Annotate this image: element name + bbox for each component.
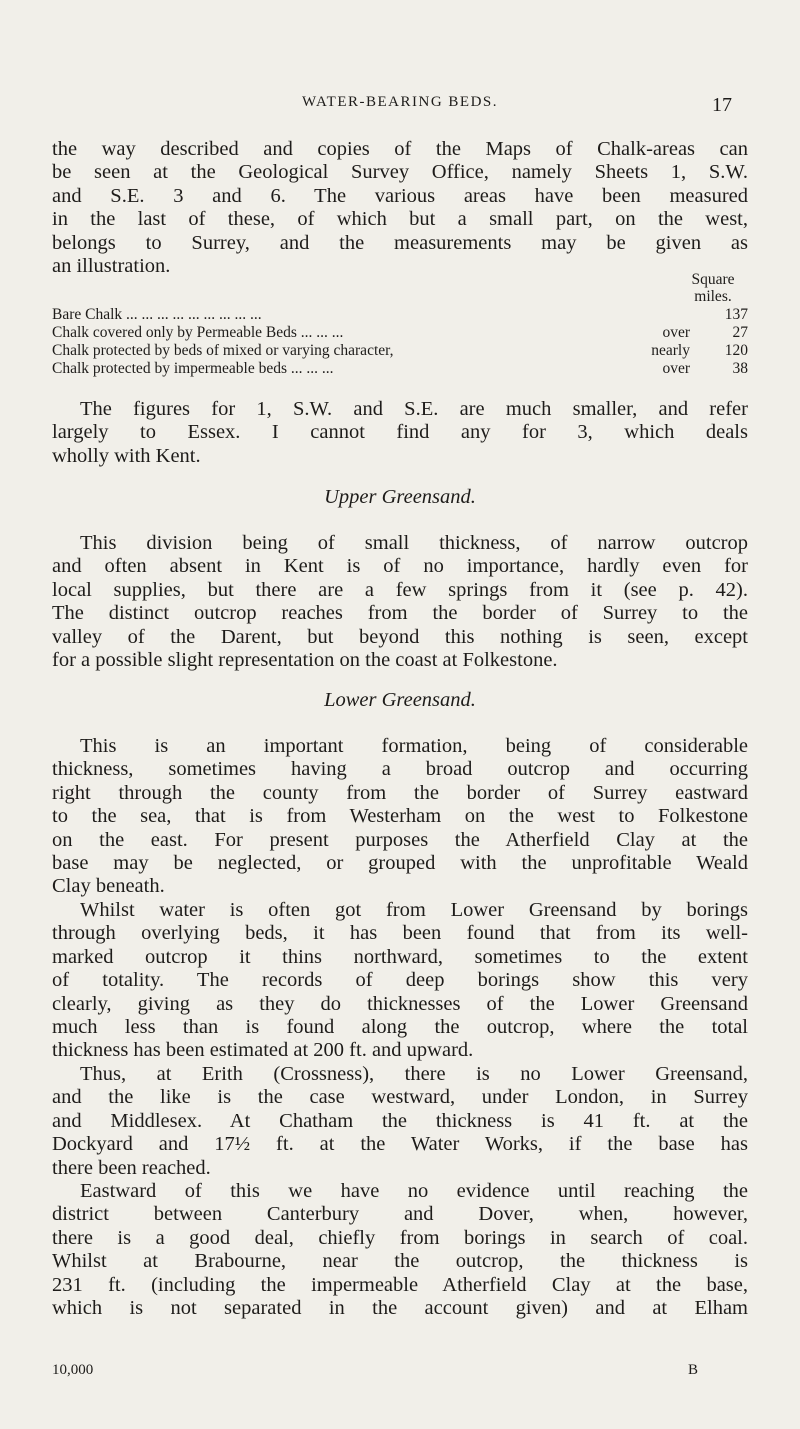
text-line: an illustration. bbox=[52, 255, 171, 278]
signature-mark: B bbox=[687, 1362, 698, 1378]
text-line: valley of the Darent, but beyond this nothing is seen, except bbox=[52, 625, 748, 648]
page-number: 17 bbox=[712, 94, 732, 116]
paragraph-erith-chatham bbox=[52, 1063, 748, 1180]
text-line: there is a good deal, chiefly from borings in search of coal. bbox=[52, 1226, 748, 1249]
text-line: base may be neglected, or grouped with the unprofitable Weald bbox=[52, 852, 748, 875]
text-line: The distinct outcrop reaches from the border of Surrey to the bbox=[52, 602, 748, 625]
text-line: Whilst at Brabourne, near the outcrop, the thickness is bbox=[52, 1250, 748, 1273]
text-line: through overlying beds, it has been found that from its well- bbox=[52, 922, 748, 945]
row-label: Chalk protected by beds of mixed or varying character, bbox=[52, 342, 394, 359]
table-header-line: Square bbox=[691, 271, 735, 288]
paragraph-chalk-maps bbox=[52, 138, 748, 278]
text-line: marked outcrop it thins northward, sometimes to the extent bbox=[52, 945, 748, 968]
row-qualifier: over bbox=[662, 324, 690, 341]
text-line: to the sea, that is from Westerham on the west to Folkestone bbox=[52, 805, 748, 828]
row-qualifier: nearly bbox=[651, 342, 690, 359]
table-header-unit bbox=[678, 271, 748, 305]
text-line: local supplies, but there are a few springs from it (see p. 42). bbox=[52, 578, 748, 601]
chalk-area-table bbox=[52, 271, 748, 381]
row-value: 137 bbox=[724, 306, 748, 323]
row-label: Bare Chalk ... ... ... ... ... ... ... ... ... bbox=[52, 306, 262, 323]
row-value: 27 bbox=[732, 324, 748, 341]
heading-lower-greensand: Lower Greensand. bbox=[324, 689, 476, 711]
text-line: Clay beneath. bbox=[52, 875, 165, 898]
text-line: and S.E. 3 and 6. The various areas have been measured bbox=[52, 184, 748, 207]
text-line: Dockyard and 17½ ft. at the Water Works, if the base has bbox=[52, 1133, 748, 1156]
text-line: thickness has been estimated at 200 ft. and upward. bbox=[52, 1039, 474, 1062]
heading-upper-greensand: Upper Greensand. bbox=[324, 486, 476, 508]
text-line: in the last of these, of which but a small part, on the west, bbox=[52, 208, 748, 231]
text-line: This division being of small thickness, of narrow outcrop bbox=[80, 532, 748, 554]
text-line: Whilst water is often got from Lower Greensand by borings bbox=[80, 899, 748, 921]
paragraph-borings bbox=[52, 899, 748, 1063]
table-row bbox=[52, 324, 748, 342]
table-row bbox=[52, 342, 748, 360]
text-line: Eastward of this we have no evidence until reaching the bbox=[80, 1180, 748, 1202]
paragraph-figures bbox=[52, 398, 748, 468]
table-row bbox=[52, 306, 748, 324]
text-line: 231 ft. (including the impermeable Atherfield Clay at the base, bbox=[52, 1273, 748, 1296]
text-line: for a possible slight representation on the coast at Folkestone. bbox=[52, 649, 558, 672]
text-line: Thus, at Erith (Crossness), there is no Lower Greensand, bbox=[80, 1063, 748, 1085]
paragraph-upper-greensand bbox=[52, 532, 748, 672]
text-line: and Middlesex. At Chatham the thickness is 41 ft. at the bbox=[52, 1109, 748, 1132]
text-line: and the like is the case westward, under London, in Surrey bbox=[52, 1086, 748, 1109]
paragraph-lower-greensand bbox=[52, 735, 748, 899]
text-line: The figures for 1, S.W. and S.E. are much smaller, and refer bbox=[80, 398, 748, 420]
print-run-signature: 10,000 bbox=[52, 1362, 94, 1378]
text-line: on the east. For present purposes the Atherfield Clay at the bbox=[52, 828, 748, 851]
text-line: largely to Essex. I cannot find any for 3, which deals bbox=[52, 421, 748, 444]
text-line: district between Canterbury and Dover, when, however, bbox=[52, 1203, 748, 1226]
running-title: WATER-BEARING BEDS. bbox=[302, 94, 498, 110]
text-line: clearly, giving as they do thicknesses of the Lower Greensand bbox=[52, 992, 748, 1015]
text-line: the way described and copies of the Maps of Chalk-areas can bbox=[52, 138, 748, 160]
text-line: and often absent in Kent is of no importance, hardly even for bbox=[52, 555, 748, 578]
text-line: right through the county from the border of Surrey eastward bbox=[52, 781, 748, 804]
row-qualifier: over bbox=[662, 360, 690, 377]
text-line: This is an important formation, being of considerable bbox=[80, 735, 748, 757]
table-row bbox=[52, 360, 748, 378]
text-line: of totality. The records of deep borings show this very bbox=[52, 969, 748, 992]
row-label: Chalk protected by impermeable beds ... ... ... bbox=[52, 360, 334, 377]
text-line: wholly with Kent. bbox=[52, 444, 201, 467]
text-line: there been reached. bbox=[52, 1156, 211, 1179]
row-value: 38 bbox=[732, 360, 748, 377]
text-line: which is not separated in the account given) and at Elham bbox=[52, 1297, 748, 1320]
row-label: Chalk covered only by Permeable Beds ... ... ... bbox=[52, 324, 344, 341]
text-line: belongs to Surrey, and the measurements may be given as bbox=[52, 231, 748, 254]
text-line: much less than is found along the outcrop, where the total bbox=[52, 1016, 748, 1039]
text-line: be seen at the Geological Survey Office, namely Sheets 1, S.W. bbox=[52, 161, 748, 184]
row-value: 120 bbox=[724, 342, 748, 359]
table-header-line: miles. bbox=[694, 288, 732, 305]
text-line: thickness, sometimes having a broad outcrop and occurring bbox=[52, 758, 748, 781]
paragraph-canterbury-dover bbox=[52, 1180, 748, 1320]
